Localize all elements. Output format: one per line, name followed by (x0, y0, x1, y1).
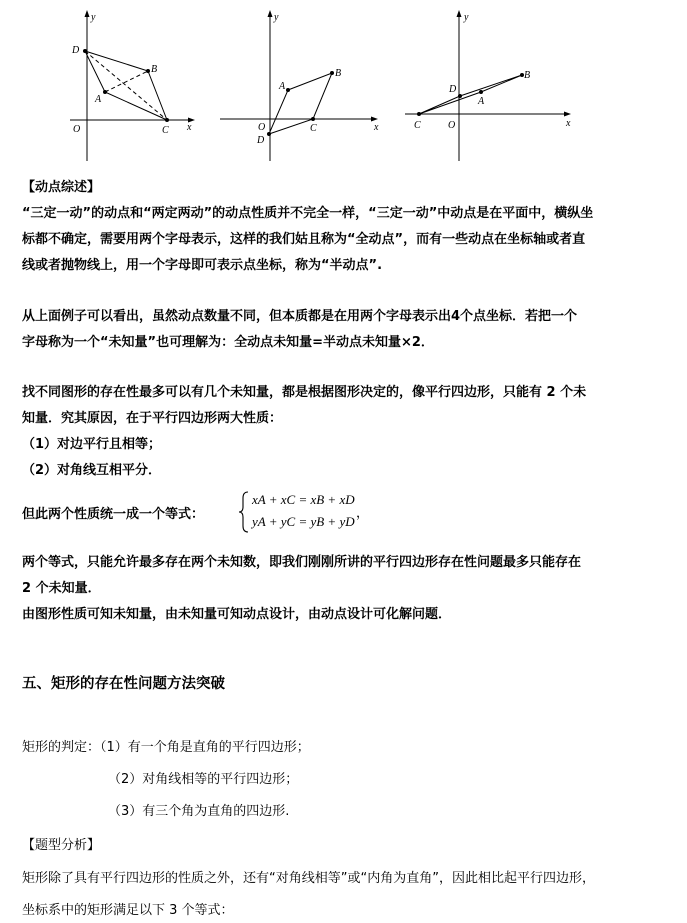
fig1-label-y: y (91, 12, 96, 23)
fig3-label-d: D (449, 84, 457, 95)
figure-3 (400, 6, 585, 170)
fig3-label-y: y (464, 12, 469, 23)
fig2-label-x: x (374, 122, 379, 133)
fig1-label-o: O (73, 124, 81, 135)
para4-line3: 由图形性质可知未知量，由未知量可知动点设计，由动点设计可化解问题． (22, 607, 452, 622)
fig2-label-o: O (258, 122, 266, 133)
fig3-label-o: O (448, 120, 456, 131)
para1-line3: 线或者抛物线上，用一个字母即可表示点坐标，称为“半动点”. (22, 258, 383, 273)
heading-question-analysis: 【题型分析】 (22, 838, 101, 853)
para2-line1: 从上面例子可以看出，虽然动点数量不同，但本质都是在用两个字母表示出4个点坐标．若把一个 (22, 309, 578, 324)
fig2-label-d: D (257, 135, 265, 146)
para4-line2: 2 个未知量． (22, 581, 101, 596)
property-2: （2）对角线互相平分． (22, 463, 162, 478)
fig3-label-c: C (414, 120, 421, 131)
figure-1-svg (70, 6, 205, 166)
figure-2 (215, 6, 390, 170)
figure-2-svg (215, 6, 390, 166)
para3-line2: 知量．究其原因，在于平行四边形两大性质： (22, 411, 283, 426)
property-1: （1）对边平行且相等； (22, 437, 162, 452)
fig3-label-a: A (478, 96, 485, 107)
para1-line1: “三定一动”的动点和“两定两动”的动点性质并不完全一样，“三定一动”中动点是在平面中，横纵坐 (22, 206, 594, 221)
para1-line2: 标都不确定，需要用两个字母表示，这样的我们姑且称为“全动点”，而有一些动点在坐标轴或者直 (22, 232, 586, 247)
figure-3-svg (400, 6, 585, 166)
figure-1 (70, 6, 205, 170)
equation-brace (238, 490, 250, 534)
equation-row-x: xA + xC = xB + xD (252, 492, 355, 507)
fig2-label-c: C (310, 123, 317, 134)
para5-line2: 坐标系中的矩形满足以下 3 个等式： (22, 903, 234, 918)
para3-line1: 找不同图形的存在性最多可以有几个未知量，都是根据图形决定的，像平行四边形，只能有 2 个未 (22, 385, 587, 400)
equation-intro: 但此两个性质统一成一个等式： (22, 507, 205, 522)
heading-dynamic-points: 【动点综述】 (22, 180, 101, 195)
fig1-label-c: C (162, 125, 169, 136)
rect-def-line3: （3）有三个角为直角的四边形. (108, 804, 290, 819)
rect-def-line2: （2）对角线相等的平行四边形； (108, 772, 299, 787)
fig1-label-x: x (187, 122, 192, 133)
fig1-label-d: D (72, 45, 80, 56)
para4-line1: 两个等式，只能允许最多存在两个未知数，即我们刚刚所讲的平行四边形存在性问题最多只能存在 (22, 555, 582, 570)
fig2-label-y: y (274, 12, 279, 23)
fig2-label-a: A (279, 81, 286, 92)
rect-def-line1: 矩形的判定：（1）有一个角是直角的平行四边形； (22, 740, 310, 755)
fig1-label-a: A (95, 94, 102, 105)
equation-row-y: yA + yC = yB + yD (252, 514, 355, 529)
para5-line1: 矩形除了具有平行四边形的性质之外，还有“对角线相等”或“内角为直角”，因此相比起平行四边形， (22, 871, 595, 886)
fig1-label-b: B (151, 64, 158, 75)
fig2-label-b: B (335, 68, 342, 79)
fig3-label-x: x (566, 118, 571, 129)
para2-line2: 字母称为一个“未知量”也可理解为：全动点未知量=半动点未知量×2． (22, 335, 434, 350)
fig3-label-b: B (524, 70, 531, 81)
section-title: 五、矩形的存在性问题方法突破 (22, 675, 225, 692)
equation-comma: ， (356, 506, 370, 521)
